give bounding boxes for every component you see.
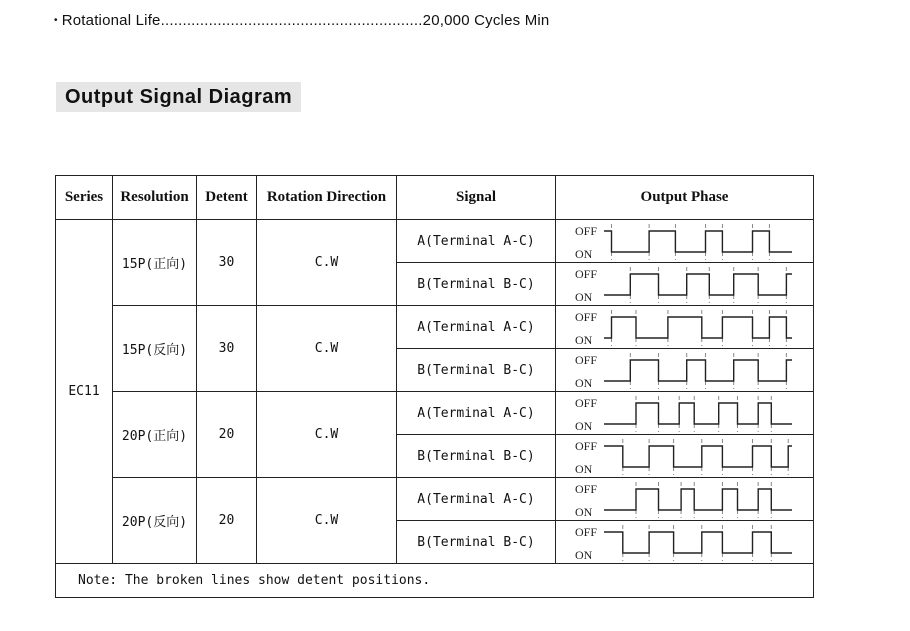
waveform <box>556 435 814 477</box>
signal-waveform-line <box>604 317 792 338</box>
phase-cell <box>556 306 814 349</box>
phase-cell <box>556 392 814 435</box>
on-label: ON <box>575 333 593 347</box>
direction-cell: C.W <box>257 306 397 392</box>
detent-cell: 20 <box>197 392 257 478</box>
signal-label: A(Terminal A-C) <box>397 392 556 435</box>
on-label: ON <box>575 505 593 519</box>
header-detent: Detent <box>197 176 257 220</box>
table-row <box>56 392 814 435</box>
off-label: OFF <box>575 525 598 539</box>
signal-label: B(Terminal B-C) <box>397 349 556 392</box>
signal-label: B(Terminal B-C) <box>397 263 556 306</box>
detent-cell: 20 <box>197 478 257 564</box>
waveform <box>556 392 814 434</box>
table-row <box>56 306 814 349</box>
off-label: OFF <box>575 353 598 367</box>
section-title: Output Signal Diagram <box>56 82 301 112</box>
table-row <box>56 478 814 521</box>
phase-cell <box>556 349 814 392</box>
on-label: ON <box>575 462 593 476</box>
on-label: ON <box>575 376 593 390</box>
signal-label: A(Terminal A-C) <box>397 306 556 349</box>
header-series: Series <box>56 176 113 220</box>
waveform <box>556 349 814 391</box>
note-text: Note: The broken lines show detent positions. <box>56 564 814 598</box>
resolution-cell: 20P(正向) <box>113 392 197 478</box>
phase-cell <box>556 521 814 564</box>
rotational-life-spec <box>54 12 549 29</box>
off-label: OFF <box>575 396 598 410</box>
detent-cell: 30 <box>197 306 257 392</box>
spec-label: Rotational Life <box>61 12 161 29</box>
phase-cell <box>556 263 814 306</box>
off-label: OFF <box>575 310 598 324</box>
table-row <box>56 220 814 263</box>
direction-cell: C.W <box>257 392 397 478</box>
phase-cell <box>556 435 814 478</box>
spec-dots: ............................................................ <box>160 12 423 29</box>
signal-waveform-line <box>604 532 792 553</box>
waveform <box>556 306 814 348</box>
waveform <box>556 220 814 262</box>
bullet: • <box>54 15 58 26</box>
direction-cell: C.W <box>257 478 397 564</box>
resolution-cell: 15P(正向) <box>113 220 197 306</box>
off-label: OFF <box>575 439 598 453</box>
header-resolution: Resolution <box>113 176 197 220</box>
off-label: OFF <box>575 224 598 238</box>
direction-cell: C.W <box>257 220 397 306</box>
phase-cell <box>556 478 814 521</box>
waveform <box>556 263 814 305</box>
signal-label: A(Terminal A-C) <box>397 478 556 521</box>
signal-label: A(Terminal A-C) <box>397 220 556 263</box>
note-row <box>56 564 814 598</box>
signal-label: B(Terminal B-C) <box>397 521 556 564</box>
signal-waveform-line <box>604 489 792 510</box>
header-signal: Signal <box>397 176 556 220</box>
signal-waveform-line <box>604 231 792 252</box>
signal-waveform-line <box>604 274 792 295</box>
off-label: OFF <box>575 267 598 281</box>
on-label: ON <box>575 419 593 433</box>
off-label: OFF <box>575 482 598 496</box>
signal-waveform-line <box>604 360 792 381</box>
resolution-cell: 20P(反向) <box>113 478 197 564</box>
signal-waveform-line <box>604 403 792 424</box>
signal-waveform-line <box>604 446 792 467</box>
spec-value: 20,000 Cycles Min <box>422 12 550 29</box>
header-rotation-direction: Rotation Direction <box>257 176 397 220</box>
waveform <box>556 521 814 563</box>
output-signal-table <box>55 175 814 598</box>
table-header-row <box>56 176 814 220</box>
on-label: ON <box>575 247 593 261</box>
waveform <box>556 478 814 520</box>
phase-cell <box>556 220 814 263</box>
on-label: ON <box>575 548 593 562</box>
detent-cell: 30 <box>197 220 257 306</box>
series-cell: EC11 <box>56 220 113 564</box>
resolution-cell: 15P(反向) <box>113 306 197 392</box>
on-label: ON <box>575 290 593 304</box>
signal-label: B(Terminal B-C) <box>397 435 556 478</box>
header-output-phase: Output Phase <box>556 176 814 220</box>
